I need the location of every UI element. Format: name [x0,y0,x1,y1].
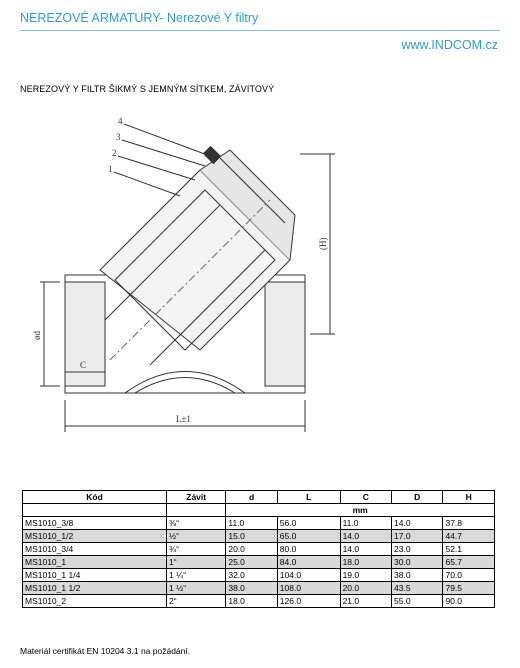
callout-3: 3 [116,132,121,142]
cell-d: 32.0 [226,569,277,582]
table-row [23,582,495,595]
cell-l: 65.0 [277,530,340,543]
cell-kod: MS1010_3/4 [23,543,167,556]
units-row [23,504,495,517]
table-row [23,556,495,569]
cell-d: 20.0 [226,543,277,556]
col-header-d: d [226,491,277,504]
callout-2: 2 [112,148,117,158]
cell-zavit: 1 ¼“ [167,569,226,582]
cell-c: 11.0 [340,517,391,530]
cell-d: 30.0 [392,556,443,569]
cell-d: 43.5 [392,582,443,595]
cell-kod: MS1010_2 [23,595,167,608]
cell-kod: MS1010_3/8 [23,517,167,530]
cell-d: 17.0 [392,530,443,543]
dim-c-label: C [80,360,87,370]
table-row [23,595,495,608]
cell-kod: MS1010_1 1/2 [23,582,167,595]
cell-d: 15.0 [226,530,277,543]
product-subtitle: NEREZOVÝ Y FILTR ŠIKMÝ S JEMNÝM SÍTKEM, ZÁVITOVÝ [20,84,275,94]
cell-h: 52.1 [443,543,495,556]
cell-zavit: ¾“ [167,543,226,556]
page-header-title: NEREZOVÉ ARMATURY- Nerezové Y filtry [20,11,259,25]
table-row [23,569,495,582]
cell-h: 37.8 [443,517,495,530]
dim-d-label: ød [32,331,42,340]
callout-1: 1 [108,164,113,174]
table-row [23,517,495,530]
cell-d: 18.0 [226,595,277,608]
table-row [23,543,495,556]
cell-d: 55.0 [392,595,443,608]
cell-kod: MS1010_1 [23,556,167,569]
dim-h-label: (H) [318,237,328,250]
table-row [23,530,495,543]
cell-c: 21.0 [340,595,391,608]
cell-l: 108.0 [277,582,340,595]
spec-table [22,490,495,608]
units-label: mm [226,504,495,517]
cell-zavit: 1 ½“ [167,582,226,595]
cell-kod: MS1010_1/2 [23,530,167,543]
col-header-kod: Kód [23,491,167,504]
cell-h: 79.5 [443,582,495,595]
cell-c: 14.0 [340,543,391,556]
col-header-h: H [443,491,495,504]
cell-d: 11.0 [226,517,277,530]
col-header-l: L [277,491,340,504]
cell-h: 90.0 [443,595,495,608]
dim-l-label: L±1 [176,414,191,424]
company-url[interactable]: www.INDCOM.cz [401,38,498,52]
cell-d: 25.0 [226,556,277,569]
cell-l: 84.0 [277,556,340,569]
cell-l: 126.0 [277,595,340,608]
cell-zavit: 2“ [167,595,226,608]
certificate-note: Materiál certifikát EN 10204 3.1 na požádání. [20,646,191,656]
cell-zavit: 1“ [167,556,226,569]
cell-l: 104.0 [277,569,340,582]
cell-l: 56.0 [277,517,340,530]
cell-h: 70.0 [443,569,495,582]
cell-d: 23.0 [392,543,443,556]
cell-l: 80.0 [277,543,340,556]
cell-h: 44.7 [443,530,495,543]
callout-4: 4 [118,116,123,126]
header-divider [20,30,500,31]
cell-zavit: ½“ [167,530,226,543]
cell-d: 38.0 [392,569,443,582]
technical-drawing [30,110,360,440]
cell-zavit: ⅜“ [167,517,226,530]
col-header-c: C [340,491,391,504]
cell-d: 38.0 [226,582,277,595]
cell-kod: MS1010_1 1/4 [23,569,167,582]
table-header-row [23,491,495,504]
col-header-d-outer: D [392,491,443,504]
col-header-zavit: Závit [167,491,226,504]
cell-c: 14.0 [340,530,391,543]
cell-d: 14.0 [392,517,443,530]
cell-h: 65.7 [443,556,495,569]
cell-c: 20.0 [340,582,391,595]
cell-c: 19.0 [340,569,391,582]
cell-c: 18.0 [340,556,391,569]
